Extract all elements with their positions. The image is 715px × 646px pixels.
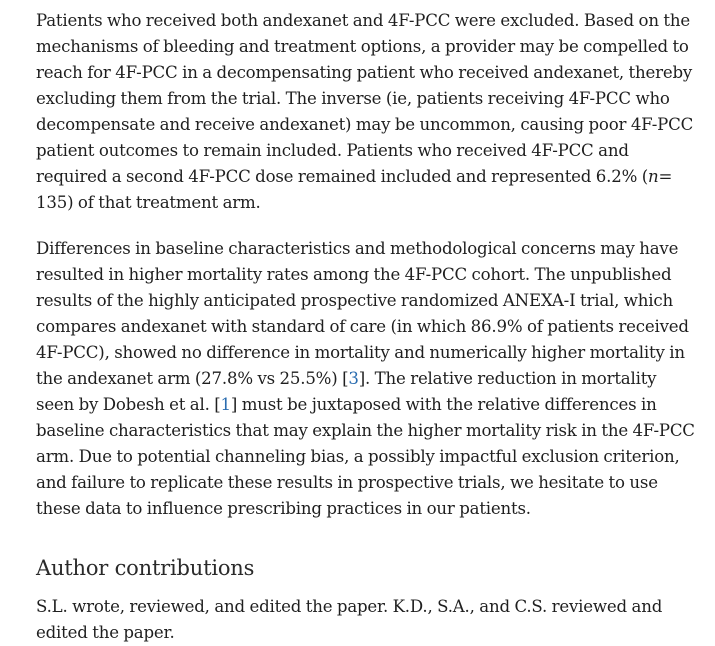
paragraph-exclusion-criteria [36, 8, 696, 216]
article-body [36, 8, 696, 646]
paragraph-author-contributions: S.L. wrote, reviewed, and edited the paper. K.D., S.A., and C.S. reviewed and edited the paper. [36, 597, 663, 642]
n-symbol: n [648, 167, 659, 186]
paragraph-text-end: = 135) of that treatment arm. [36, 167, 673, 212]
section-heading-author-contributions: Author contributions [36, 556, 255, 580]
reference-link-3[interactable]: 3 [348, 369, 359, 388]
paragraph-text: ] must be juxtaposed with the relative differences in baseline characteristics that may explain the higher mortality risk in the 4F-PCC arm. Due to potential channeling bias, a possibly impactful exclusion criterion, and failure to replicate these results in prospective trials, we hesitate to use these data to influence prescribing practices in our patients. [36, 395, 695, 518]
reference-link-1[interactable]: 1 [220, 395, 231, 414]
paragraph-text: Patients who received both andexanet and 4F-PCC were excluded. Based on the mechanisms of bleeding and treatment options, a provider may be compelled to reach for 4F-PCC in a decompensating patient who received andexanet, thereby excluding them from the trial. The inverse (ie, patients receiving 4F-PCC who decompensate and receive andexanet) may be uncommon, causing poor 4F-PCC patient outcomes to remain included. Patients who received 4F-PCC and required a second 4F-PCC dose remained included and represented 6.2% ( [36, 11, 694, 186]
paragraph-text: Differences in baseline characteristics and methodological concerns may have resulted in higher mortality rates among the 4F-PCC cohort. The unpublished results of the highly anticipated prospective randomized ANEXA-I trial, which compares andexanet with standard of care (in which 86.9% of patients received 4F-PCC), showed no difference in mortality and numerically higher mortality in the andexanet arm (27.8% vs 25.5%) [ [36, 239, 689, 388]
paragraph-baseline-differences [36, 236, 696, 522]
paragraph-text: ]. The relative reduction in mortality seen by Dobesh et al. [ [36, 369, 657, 414]
